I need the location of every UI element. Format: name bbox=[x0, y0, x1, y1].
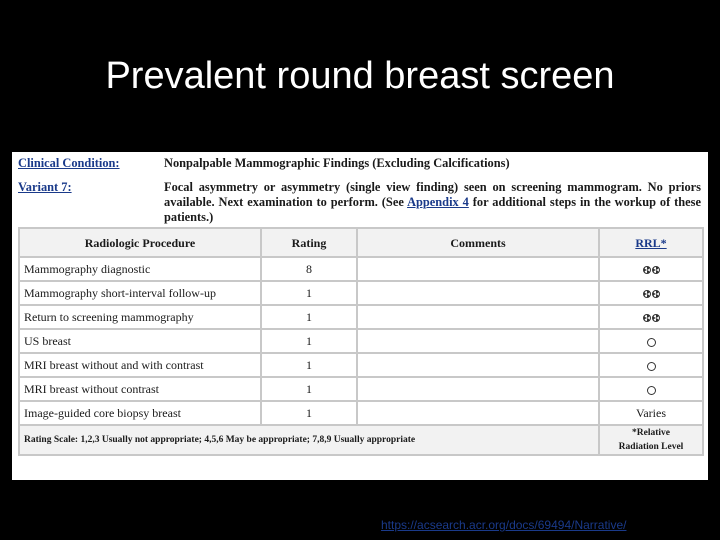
table-row bbox=[19, 401, 703, 425]
table-row bbox=[19, 257, 703, 281]
procedure-cell: Mammography short-interval follow-up bbox=[19, 281, 261, 305]
condition-block bbox=[18, 156, 703, 225]
procedure-cell: Return to screening mammography bbox=[19, 305, 261, 329]
comments-cell bbox=[357, 329, 599, 353]
comments-cell bbox=[357, 401, 599, 425]
procedure-cell: MRI breast without and with contrast bbox=[19, 353, 261, 377]
radiation-icon bbox=[652, 290, 660, 298]
table-row bbox=[19, 305, 703, 329]
table-row bbox=[19, 281, 703, 305]
comments-cell bbox=[357, 353, 599, 377]
table-row bbox=[19, 377, 703, 401]
zero-radiation-icon bbox=[647, 362, 656, 371]
rating-cell: 1 bbox=[261, 377, 357, 401]
rrl-cell: Varies bbox=[599, 401, 703, 425]
source-url-link[interactable]: https://acsearch.acr.org/docs/69494/Narrative/ bbox=[381, 518, 627, 532]
rrl-link[interactable]: RRL* bbox=[635, 235, 667, 250]
rating-cell: 8 bbox=[261, 257, 357, 281]
rating-cell: 1 bbox=[261, 401, 357, 425]
table-row bbox=[19, 353, 703, 377]
radiation-icon bbox=[652, 314, 660, 322]
radiation-icon bbox=[652, 266, 660, 274]
rating-cell: 1 bbox=[261, 353, 357, 377]
header-comments: Comments bbox=[357, 228, 599, 257]
rating-cell: 1 bbox=[261, 329, 357, 353]
table-footer-row bbox=[19, 425, 703, 455]
radiation-icon bbox=[643, 266, 651, 274]
radiation-icon bbox=[643, 314, 651, 322]
rrl-footnote-line1: *Relative bbox=[632, 428, 670, 438]
rrl-cell bbox=[599, 281, 703, 305]
header-procedure: Radiologic Procedure bbox=[19, 228, 261, 257]
variant-text-end: for additional steps in the workup of these patients.) bbox=[164, 195, 701, 224]
comments-cell bbox=[357, 257, 599, 281]
header-rrl bbox=[599, 228, 703, 257]
clinical-condition-value: Nonpalpable Mammographic Findings (Excluding Calcifications) bbox=[164, 156, 510, 170]
procedure-cell: MRI breast without contrast bbox=[19, 377, 261, 401]
comments-cell bbox=[357, 281, 599, 305]
rrl-cell bbox=[599, 305, 703, 329]
rrl-cell bbox=[599, 329, 703, 353]
acr-criteria-document bbox=[12, 152, 708, 480]
rating-cell: 1 bbox=[261, 281, 357, 305]
comments-cell bbox=[357, 377, 599, 401]
slide-title: Prevalent round breast screen bbox=[105, 55, 615, 97]
variant-text-start: Focal asymmetry or asymmetry (single view finding) seen on screening mammogram. No priors available. Next examination to perform. (See bbox=[164, 180, 701, 209]
rrl-footnote bbox=[599, 425, 703, 455]
procedure-cell: Image-guided core biopsy breast bbox=[19, 401, 261, 425]
procedure-table bbox=[18, 227, 704, 456]
table-row bbox=[19, 329, 703, 353]
clinical-condition-label: Clinical Condition: bbox=[18, 156, 120, 170]
radiation-icon bbox=[643, 290, 651, 298]
rrl-cell bbox=[599, 257, 703, 281]
appendix-4-link[interactable]: Appendix 4 bbox=[407, 195, 469, 209]
zero-radiation-icon bbox=[647, 386, 656, 395]
header-rating: Rating bbox=[261, 228, 357, 257]
rrl-footnote-line2: Radiation Level bbox=[618, 442, 684, 452]
comments-cell bbox=[357, 305, 599, 329]
variant-label: Variant 7: bbox=[18, 180, 72, 194]
rrl-cell bbox=[599, 377, 703, 401]
variant-description bbox=[164, 180, 703, 225]
table-header-row bbox=[19, 228, 703, 257]
rating-scale-note: Rating Scale: 1,2,3 Usually not appropriate; 4,5,6 May be appropriate; 7,8,9 Usually appropriate bbox=[19, 425, 599, 455]
zero-radiation-icon bbox=[647, 338, 656, 347]
rrl-cell bbox=[599, 353, 703, 377]
procedure-cell: US breast bbox=[19, 329, 261, 353]
procedure-cell: Mammography diagnostic bbox=[19, 257, 261, 281]
rating-cell: 1 bbox=[261, 305, 357, 329]
